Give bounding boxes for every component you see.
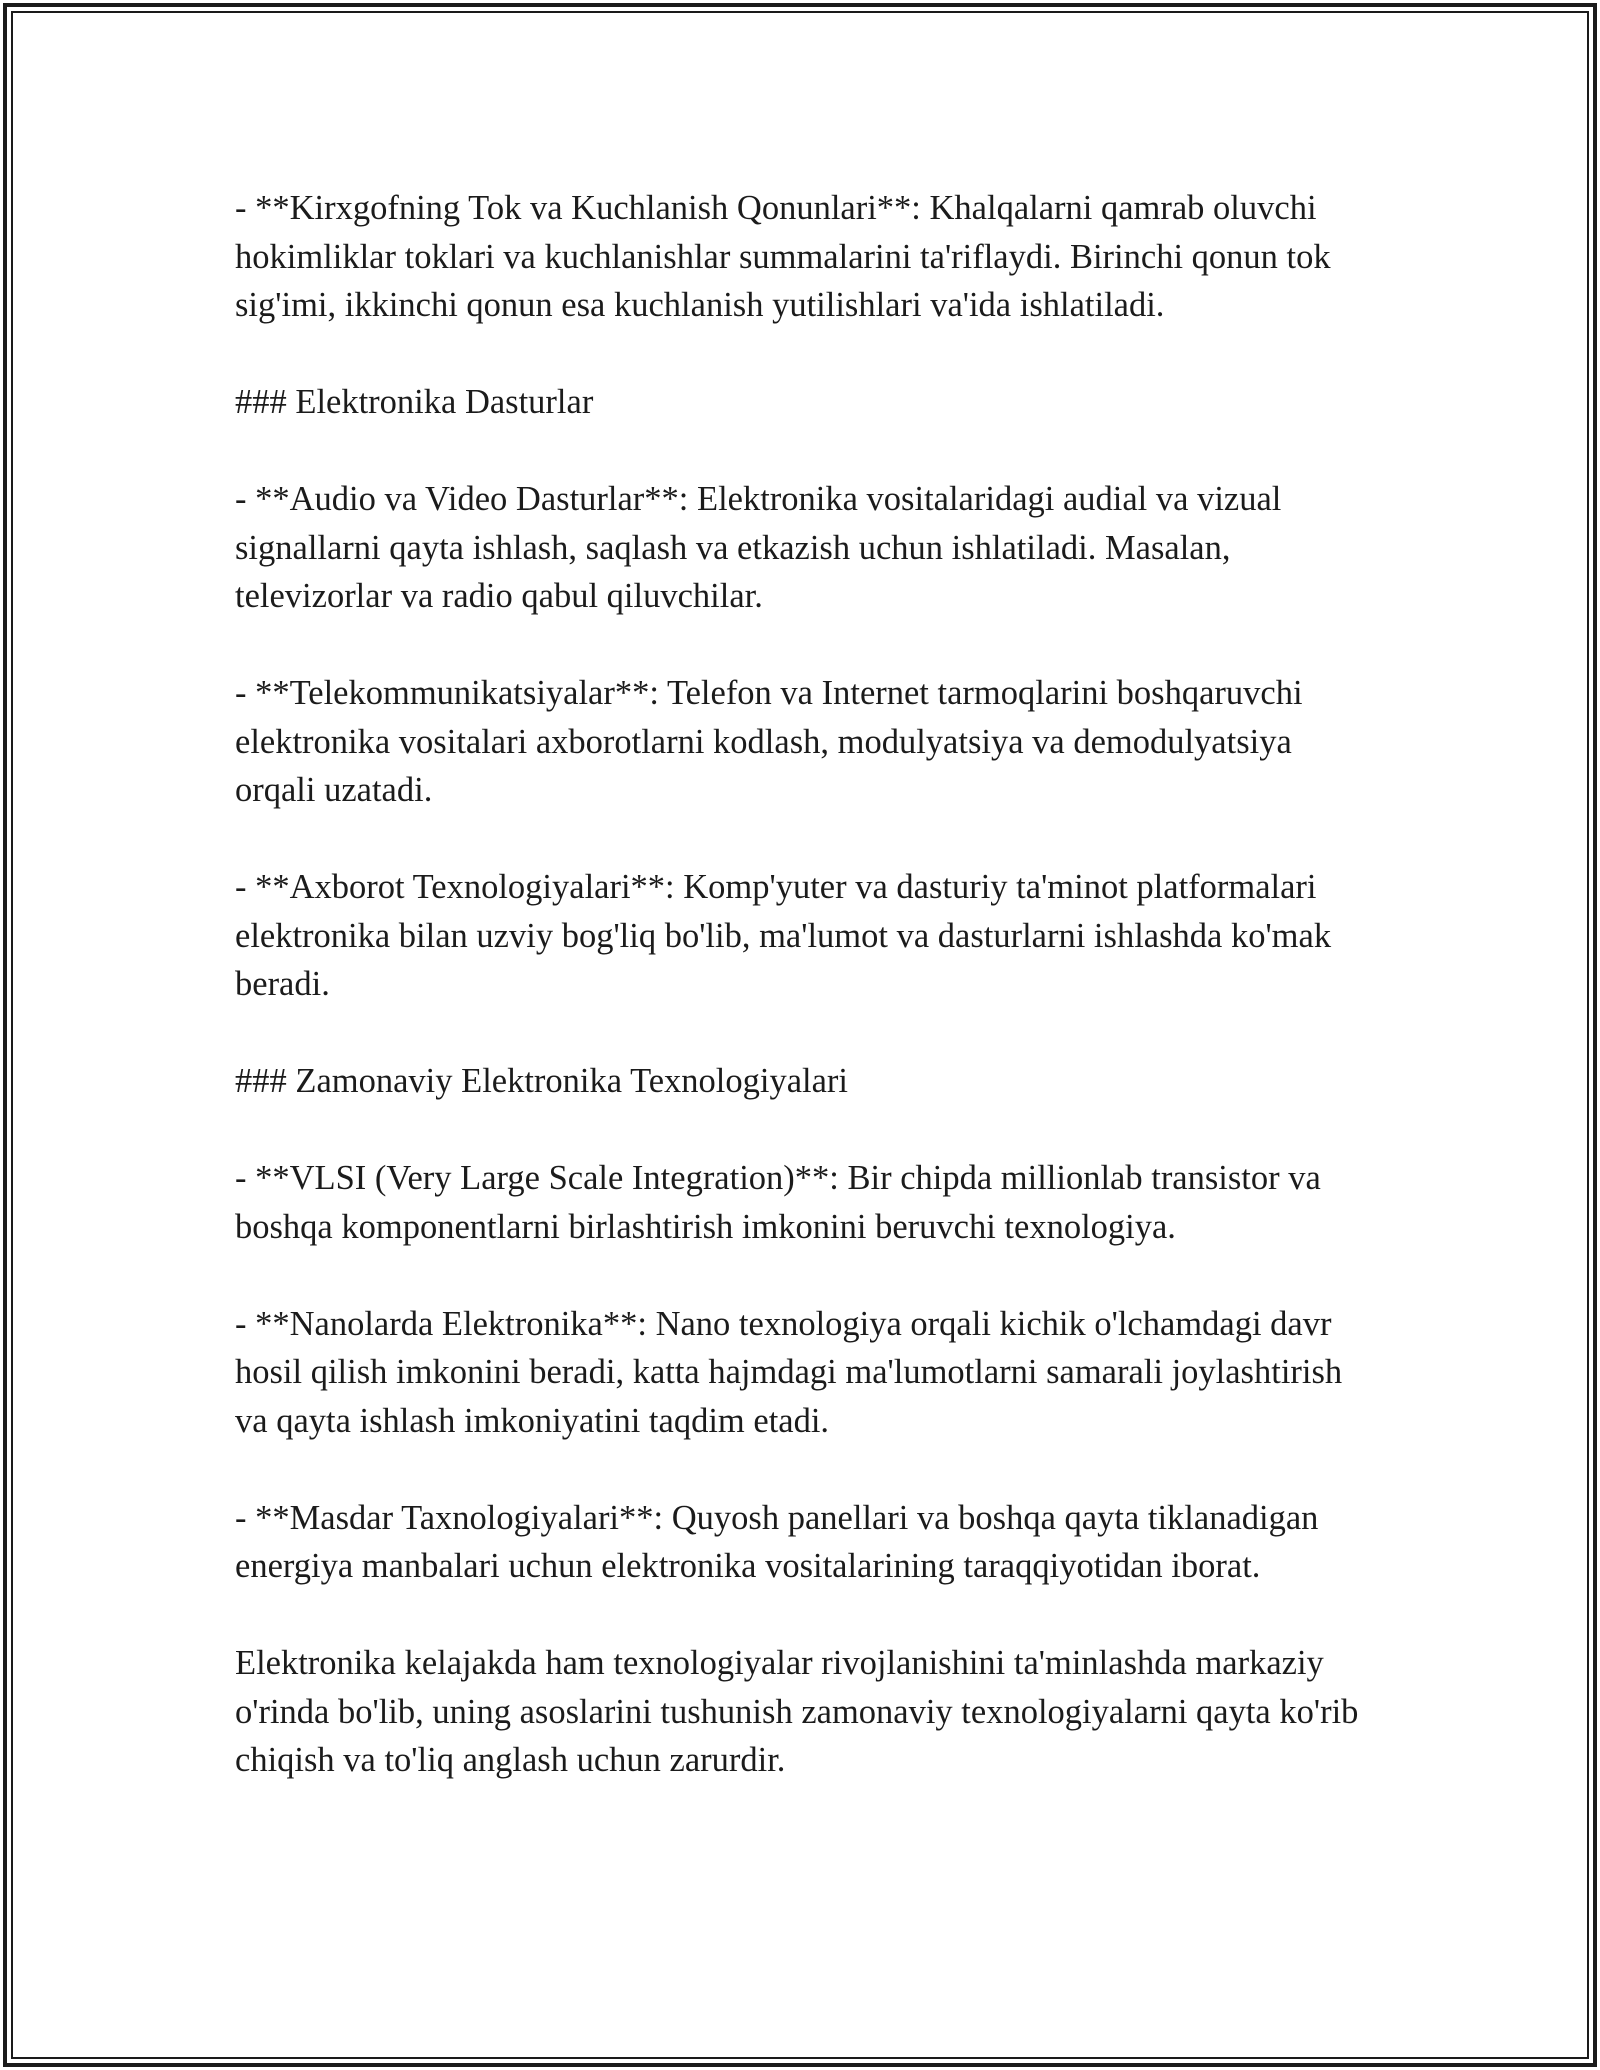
- paragraph-vlsi: - **VLSI (Very Large Scale Integration)**: Bir chipda millionlab transistor va boshqa komponentlarni birlashtirish imkonini beruvchi texnologiya.: [235, 1159, 1321, 1246]
- paragraph-conclusion: Elektronika kelajakda ham texnologiyalar rivojlanishini ta'minlashda markaziy o'rinda bo'lib, uning asoslarini tushunish zamonaviy texnologiyalarni qayta ko'rib chiqish va to'liq anglash uchun zarurdir.: [235, 1644, 1359, 1779]
- paragraph-kirxgof-laws: - **Kirxgofning Tok va Kuchlanish Qonunlari**: Khalqalarni qamrab oluvchi hokimliklar toklari va kuchlanishlar summalarini ta'riflaydi. Birinchi qonun tok sig'imi, ikkinchi qonun esa kuchlanish yutilishlari va'ida ishlatiladi.: [235, 189, 1331, 324]
- paragraph-nanolarda-elektronika: - **Nanolarda Elektronika**: Nano texnologiya orqali kichik o'lchamdagi davr hosil qilish imkonini beradi, katta hajmdagi ma'lumotlarni samarali joylashtirish va qayta ishlash imkoniyatini taqdim etadi.: [235, 1304, 1343, 1440]
- paragraph-axborot-texnologiyalari: - **Axborot Texnologiyalari**: Komp'yuter va dasturiy ta'minot platformalari elektronika bilan uzviy bog'liq bo'lib, ma'lumot va dasturlarni ishlashda ko'mak beradi.: [235, 868, 1332, 1003]
- heading-zamonaviy-texnologiyalar: ### Zamonaviy Elektronika Texnologiyalari: [235, 1062, 848, 1100]
- document-body: [235, 184, 1370, 1785]
- paragraph-masdar-texnologiyalari: - **Masdar Taxnologiyalari**: Quyosh panellari va boshqa qayta tiklanadigan energiya manbalari uchun elektronika vositalarining taraqqiyotidan iborat.: [235, 1498, 1319, 1585]
- heading-elektronika-dasturlar: ### Elektronika Dasturlar: [235, 383, 594, 421]
- paragraph-telekommunikatsiyalar: - **Telekommunikatsiyalar**: Telefon va Internet tarmoqlarini boshqaruvchi elektronika vositalari axborotlarni kodlash, modulyatsiya va demodulyatsiya orqali uzatadi.: [235, 674, 1303, 809]
- paragraph-audio-video: - **Audio va Video Dasturlar**: Elektronika vositalaridagi audial va vizual signallarni qayta ishlash, saqlash va etkazish uchun ishlatiladi. Masalan, televizorlar va radio qabul qiluvchilar.: [235, 480, 1282, 615]
